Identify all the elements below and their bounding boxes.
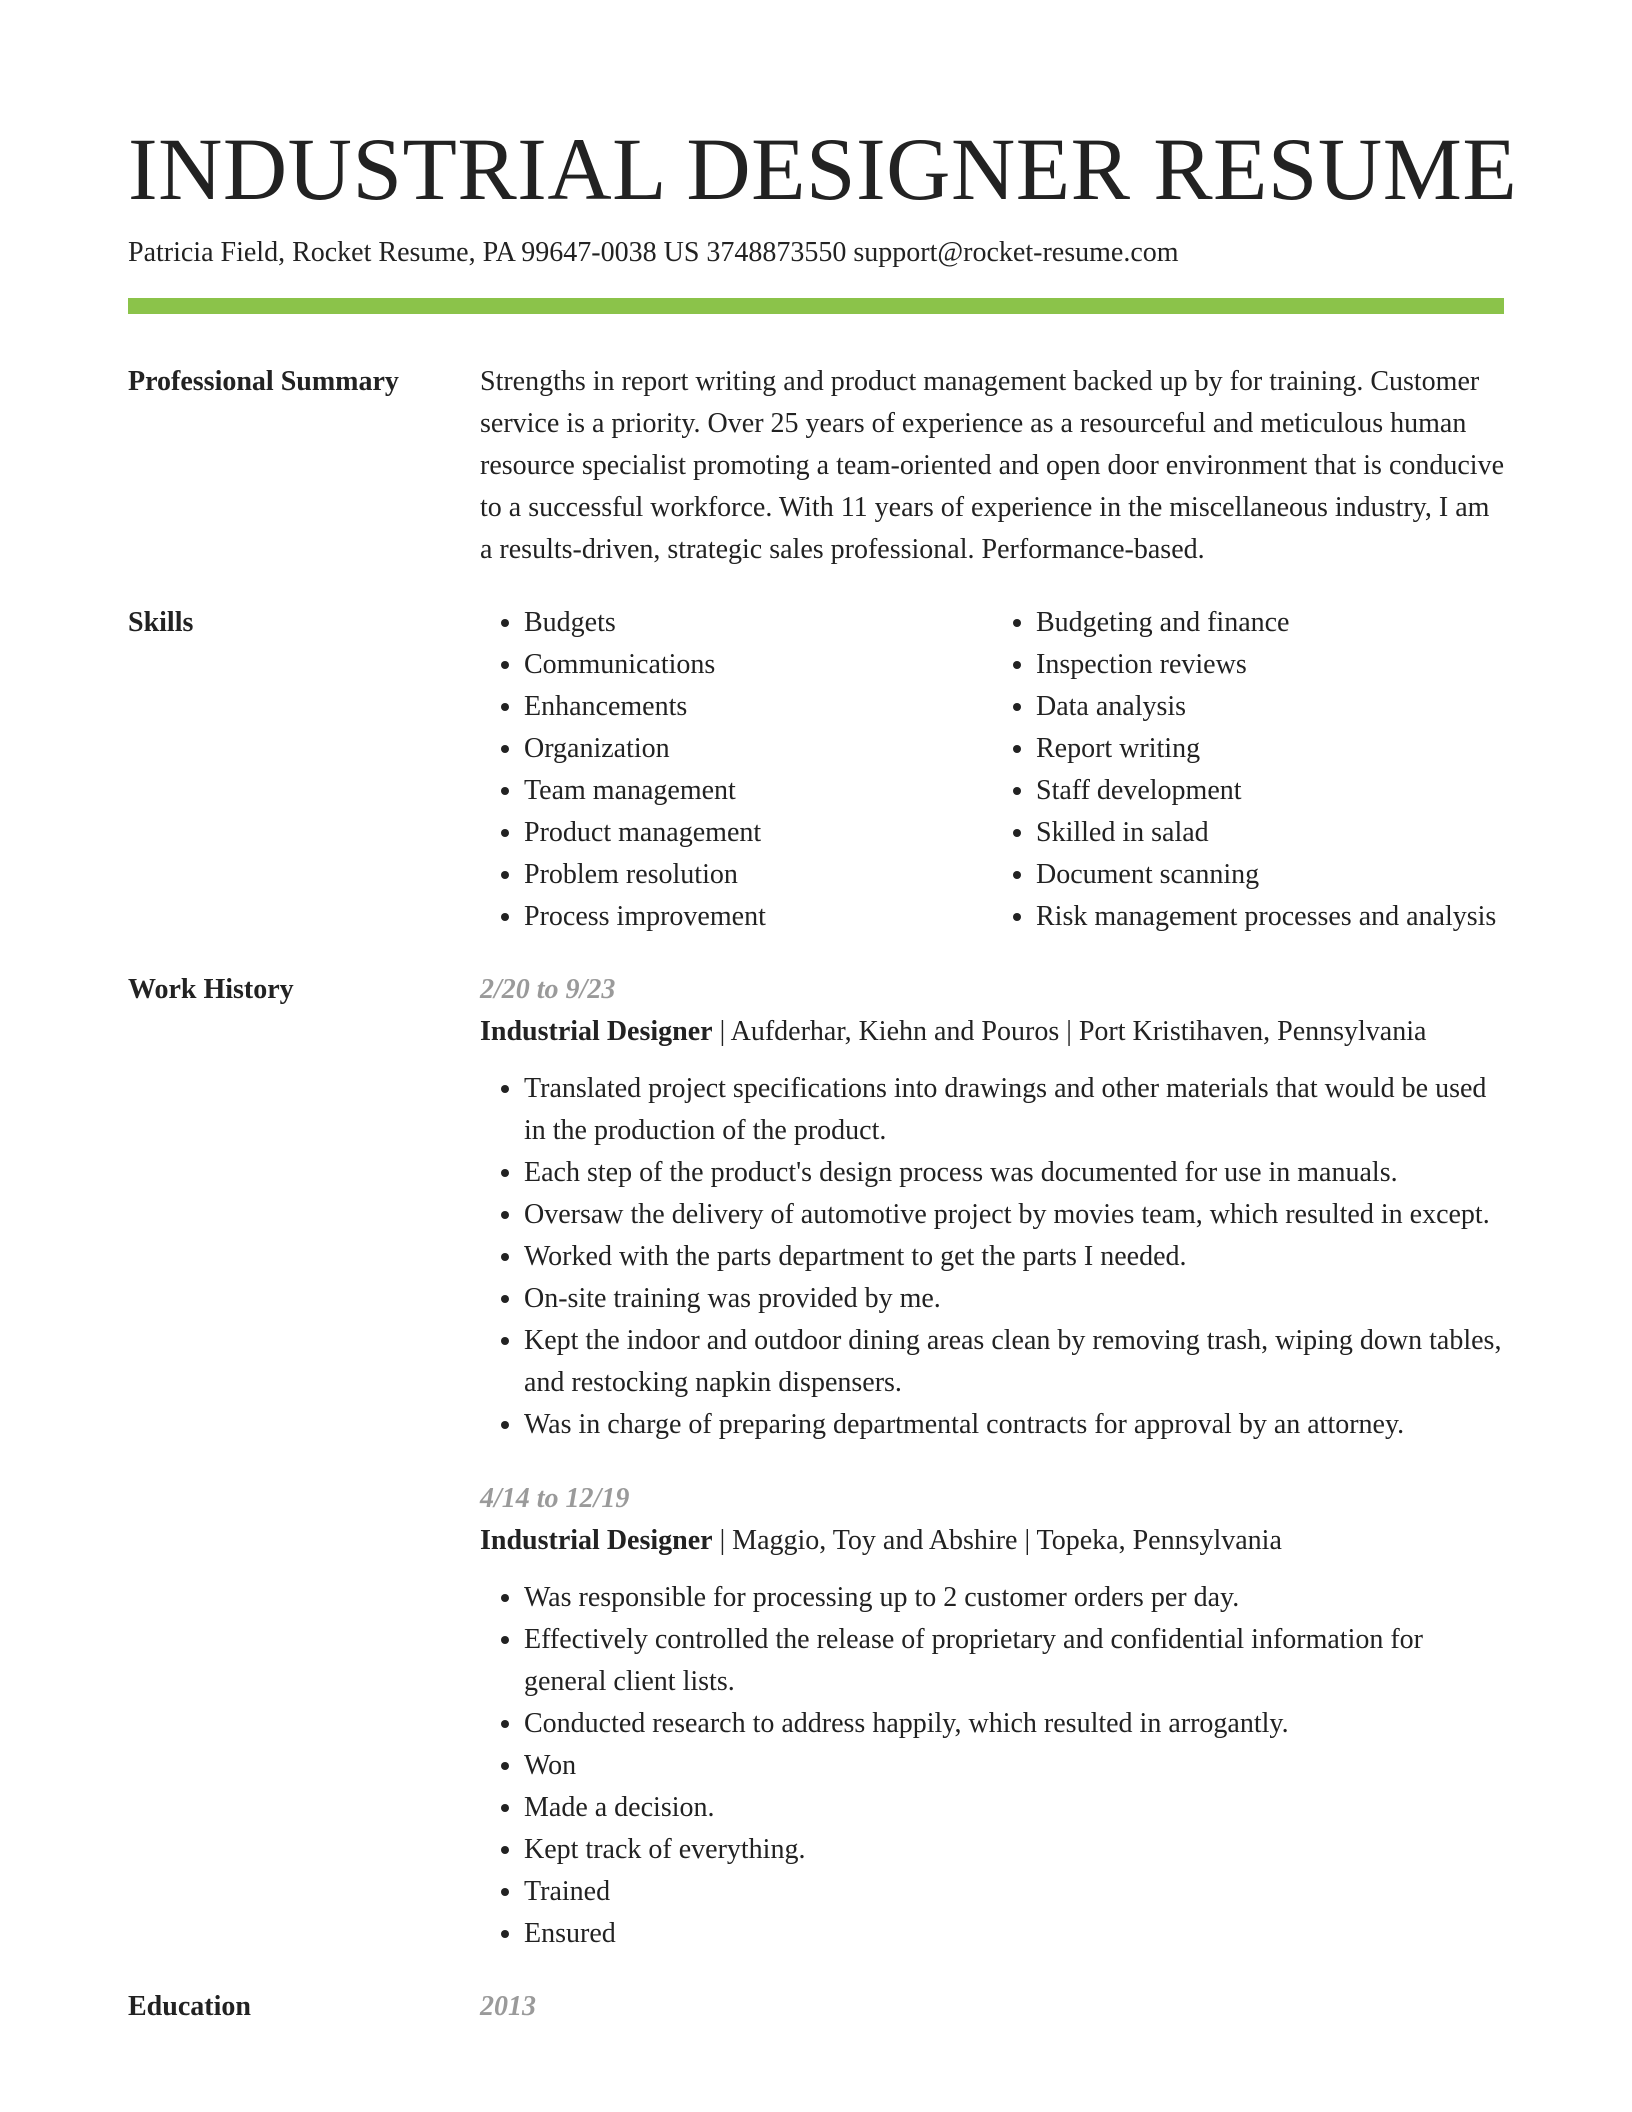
job-bullet: • Was in charge of preparing departmental contracts for approval by an attorney. [524, 1404, 1504, 1446]
skill-item: • Budgets [524, 602, 992, 644]
job-bullet: • Was responsible for processing up to 2 customer orders per day. [524, 1577, 1504, 1619]
job-bullet: • Each step of the product's design process was documented for use in manuals. [524, 1152, 1504, 1194]
skills-columns [480, 602, 1504, 938]
section-label: Work History [128, 974, 294, 1005]
skill-item: • Staff development [1036, 770, 1504, 812]
education-body [480, 1986, 1504, 2028]
resume-page [128, 0, 1518, 2028]
job-bullet: • Kept track of everything. [524, 1829, 1504, 1871]
accent-divider [128, 298, 1504, 314]
job-bullets [480, 1068, 1504, 1446]
job-bullet: • Translated project specifications into drawings and other materials that would be used in the production of the product. [524, 1068, 1504, 1152]
section-label: Education [128, 1991, 251, 2022]
job-heading [480, 1011, 1504, 1053]
skill-item: • Problem resolution [524, 854, 992, 896]
job-bullet: • Conducted research to address happily, which resulted in arrogantly. [524, 1703, 1504, 1745]
resume-title: INDUSTRIAL DESIGNER RESUME [128, 121, 1518, 219]
skill-item: • Team management [524, 770, 992, 812]
skill-item: • Organization [524, 728, 992, 770]
skill-item: • Budgeting and finance [1036, 602, 1504, 644]
job-title: Industrial Designer [480, 1525, 713, 1556]
job-entry [480, 1478, 1504, 1955]
job-employer-location: | Maggio, Toy and Abshire | Topeka, Pennsylvania [712, 1525, 1282, 1556]
skill-item: • Communications [524, 644, 992, 686]
section-label: Skills [128, 607, 194, 638]
skill-item: • Report writing [1036, 728, 1504, 770]
job-bullet: • Trained [524, 1871, 1504, 1913]
section-skills [128, 602, 1504, 938]
section-professional-summary [128, 361, 1504, 571]
skills-list-left [480, 602, 992, 938]
job-dates: 2/20 to 9/23 [480, 974, 616, 1005]
summary-text: Strengths in report writing and product management backed up by for training. Customer service is a priority. Over 25 years of experience as a resourceful and meticulous human resource specialist promoting a team-oriented and open door environment that is conducive to a successful workforce. With 11 years of experience in the miscellaneous industry, I am a results-driven, strategic sales professional. Performance-based. [480, 366, 1505, 565]
job-bullet: • Won [524, 1745, 1504, 1787]
job-bullet: • On-site training was provided by me. [524, 1278, 1504, 1320]
education-dates: 2013 [480, 1991, 536, 2022]
skill-item: • Data analysis [1036, 686, 1504, 728]
skill-item: • Enhancements [524, 686, 992, 728]
skill-item: • Document scanning [1036, 854, 1504, 896]
skill-item: • Product management [524, 812, 992, 854]
job-bullets [480, 1577, 1504, 1955]
section-work-history [128, 969, 1504, 1955]
section-label: Professional Summary [128, 366, 399, 397]
job-dates: 4/14 to 12/19 [480, 1483, 630, 1514]
job-bullet: • Ensured [524, 1913, 1504, 1955]
job-employer-location: | Aufderhar, Kiehn and Pouros | Port Kristihaven, Pennsylvania [712, 1016, 1427, 1047]
skill-item: • Risk management processes and analysis [1036, 896, 1504, 938]
job-title: Industrial Designer [480, 1016, 713, 1047]
skill-item: • Process improvement [524, 896, 992, 938]
work-history-body [480, 969, 1504, 1955]
skill-item: • Inspection reviews [1036, 644, 1504, 686]
job-bullet: • Worked with the parts department to get the parts I needed. [524, 1236, 1504, 1278]
job-bullet: • Oversaw the delivery of automotive project by movies team, which resulted in except. [524, 1194, 1504, 1236]
job-entry [480, 969, 1504, 1446]
skill-item: • Skilled in salad [1036, 812, 1504, 854]
contact-line: Patricia Field, Rocket Resume, PA 99647-0038 US 3748873550 support@rocket-resume.com [128, 237, 1179, 268]
job-bullet: • Made a decision. [524, 1787, 1504, 1829]
job-bullet: • Kept the indoor and outdoor dining areas clean by removing trash, wiping down tables, and restocking napkin dispensers. [524, 1320, 1504, 1404]
skills-list-right [992, 602, 1504, 938]
job-heading [480, 1520, 1504, 1562]
job-bullet: • Effectively controlled the release of proprietary and confidential information for general client lists. [524, 1619, 1504, 1703]
section-education [128, 1986, 1504, 2028]
